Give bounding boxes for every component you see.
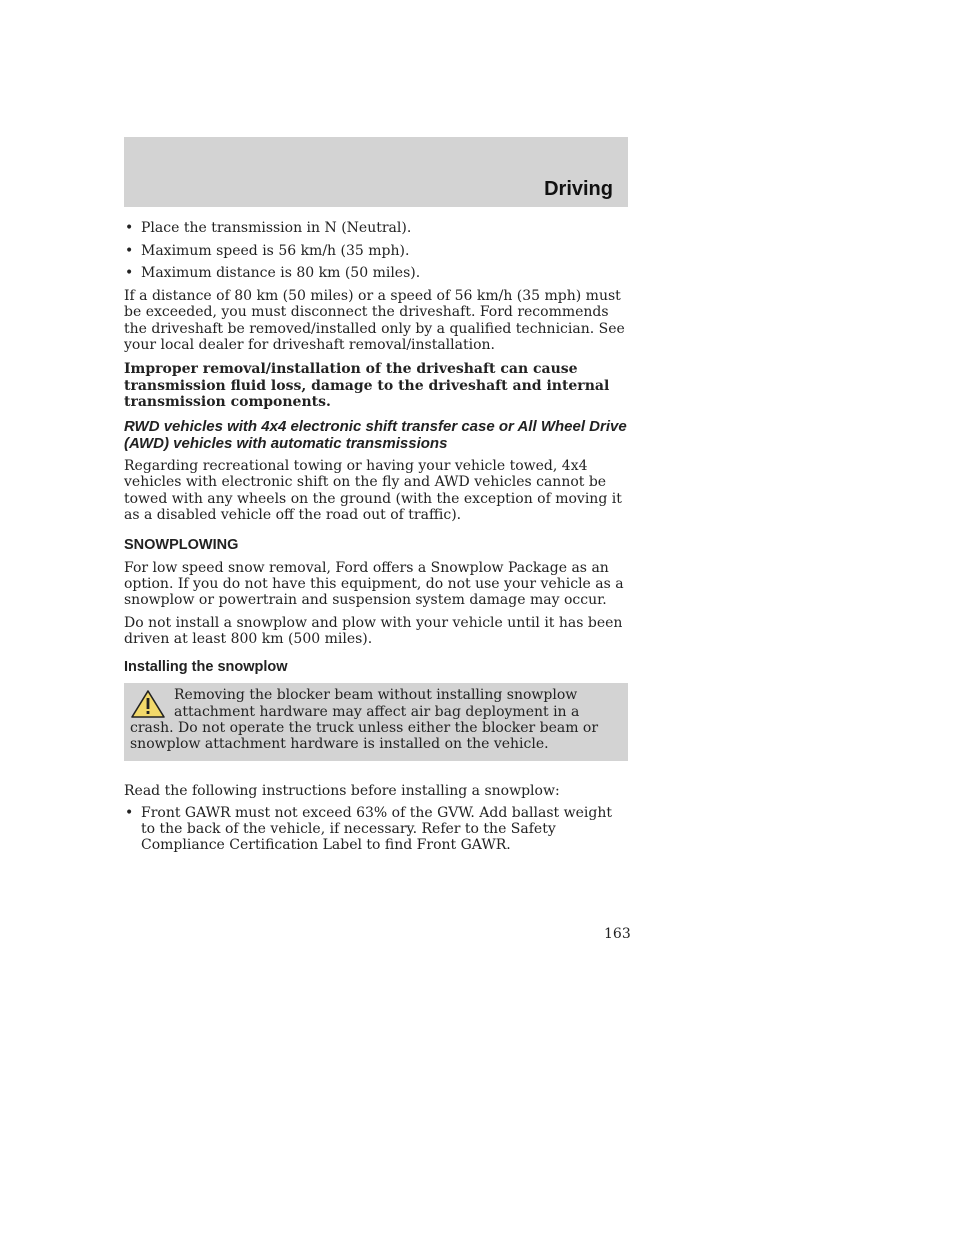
install-instructions-list [124, 805, 628, 854]
break-in-paragraph: Do not install a snowplow and plow with your vehicle until it has been driven at least 800 km (500 miles). [124, 614, 623, 647]
caution-text: Removing the blocker beam without installing snowplow attachment hardware may affect air bag deployment in a crash. Do not operate the truck unless either the blocker beam or snowplow attachment hardware is installed on the vehicle. [130, 687, 599, 753]
driveshaft-warning: Improper removal/installation of the driveshaft can cause transmission fluid loss, damage to the driveshaft and internal transmission components. [124, 361, 610, 410]
neutral-towing-list [124, 220, 628, 282]
driveshaft-paragraph: If a distance of 80 km (50 miles) or a speed of 56 km/h (35 mph) must be exceeded, you must disconnect the driveshaft. Ford recommends the driveshaft be removed/installed only by a qualified technician. See your local dealer for driveshaft removal/installation. [124, 288, 625, 353]
section-title: Driving [544, 178, 613, 200]
snowplow-package-paragraph: For low speed snow removal, Ford offers a Snowplow Package as an option. If you do not have this equipment, do not use your vehicle as a snowplow or powertrain and suspension system damage may occur. [124, 559, 624, 609]
list-item: • Place the transmission in N (Neutral). [124, 220, 628, 236]
install-intro: Read the following instructions before installing a snowplow: [124, 782, 560, 799]
rwd-awd-heading: RWD vehicles with 4x4 electronic shift transfer case or All Wheel Drive (AWD) vehicles with automatic transmissions [124, 418, 627, 453]
list-item: • Front GAWR must not exceed 63% of the GVW. Add ballast weight to the back of the vehicle, if necessary. Refer to the Safety Compliance Certification Label to find Front GAWR. [124, 805, 628, 854]
list-item: • Maximum speed is 56 km/h (35 mph). [124, 243, 628, 259]
list-item: • Maximum distance is 80 km (50 miles). [124, 265, 628, 281]
caution-box [124, 683, 628, 760]
warning-triangle-icon [130, 689, 166, 719]
page-content [124, 220, 628, 860]
section-header [124, 137, 628, 207]
towing-paragraph: Regarding recreational towing or having your vehicle towed, 4x4 vehicles with electronic shift on the fly and AWD vehicles cannot be towed with any wheels on the ground (with the exception of moving it as a disabled vehicle off the road out of traffic). [124, 458, 622, 524]
snowplowing-heading: SNOWPLOWING [124, 537, 239, 554]
page-number: 163 [604, 926, 631, 942]
installing-snowplow-heading: Installing the snowplow [124, 659, 288, 676]
